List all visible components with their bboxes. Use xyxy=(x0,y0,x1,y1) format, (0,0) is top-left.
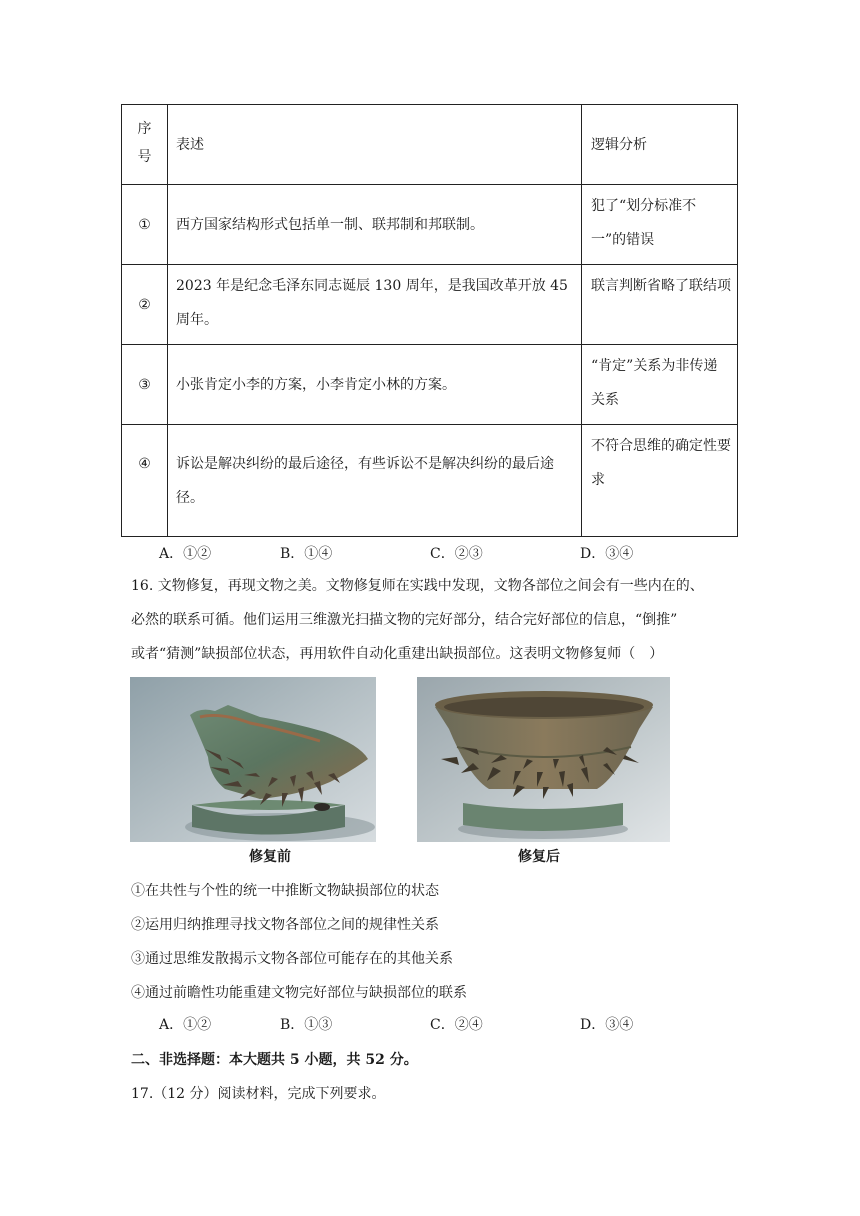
caption-after: 修复后 xyxy=(518,849,560,865)
broken-bronze-vessel-illustration xyxy=(130,677,376,842)
table-row xyxy=(122,345,738,425)
q17-stem: 17.（12 分）阅读材料，完成下列要求。 xyxy=(131,1086,386,1102)
statement-1: ①在共性与个性的统一中推断文物缺损部位的状态 xyxy=(131,883,439,899)
row-num: ① xyxy=(138,216,151,233)
option-b[interactable]: B．①③ xyxy=(280,1017,333,1033)
table-row xyxy=(122,425,738,537)
row-analysis: “肯定”关系为非传递关系 xyxy=(591,358,718,408)
table-row xyxy=(122,185,738,265)
header-num: 序号 xyxy=(137,121,152,165)
row-desc: 西方国家结构形式包括单一制、联邦制和邦联制。 xyxy=(176,216,484,233)
caption-before: 修复前 xyxy=(249,849,291,865)
section-heading: 二、非选择题：本大题共 5 小题，共 52 分。 xyxy=(131,1052,418,1068)
logic-table xyxy=(121,104,738,537)
option-a[interactable]: A．①② xyxy=(159,546,212,562)
row-num: ③ xyxy=(138,376,151,393)
table-row xyxy=(122,265,738,345)
statement-3: ③通过思维发散揭示文物各部位可能存在的其他关系 xyxy=(131,951,453,967)
row-desc: 2023 年是纪念毛泽东同志诞辰 130 周年，是我国改革开放 45 周年。 xyxy=(176,278,568,328)
row-num: ② xyxy=(138,296,151,313)
q16-stem-line: 或者“猜测”缺损部位状态，再用软件自动化重建出缺损部位。这表明文物修复师（ ） xyxy=(131,646,664,662)
option-d[interactable]: D．③④ xyxy=(580,546,634,562)
header-desc: 表述 xyxy=(176,136,204,153)
table-header-row xyxy=(122,105,738,185)
q16-stem-line: 必然的联系可循。他们运用三维激光扫描文物的完好部分，结合完好部位的信息，“倒推” xyxy=(131,612,678,628)
statement-4: ④通过前瞻性功能重建文物完好部位与缺损部位的联系 xyxy=(131,985,467,1001)
header-analysis: 逻辑分析 xyxy=(591,136,647,153)
q16-stem-line: 16. 文物修复，再现文物之美。文物修复师在实践中发现，文物各部位之间会有一些内在的、 xyxy=(131,578,704,594)
row-desc: 小张肯定小李的方案，小李肯定小林的方案。 xyxy=(176,376,456,393)
option-c[interactable]: C．②④ xyxy=(430,1017,483,1033)
row-desc: 诉讼是解决纠纷的最后途径，有些诉讼不是解决纠纷的最后途径。 xyxy=(176,456,554,506)
row-analysis: 不符合思维的确定性要求 xyxy=(591,438,731,488)
row-analysis: 联言判断省略了联结项 xyxy=(591,278,731,294)
option-a[interactable]: A．①② xyxy=(159,1017,212,1033)
option-d[interactable]: D．③④ xyxy=(580,1017,634,1033)
row-analysis: 犯了“划分标准不一”的错误 xyxy=(591,198,697,248)
artifact-after-image xyxy=(417,677,670,842)
option-c[interactable]: C．②③ xyxy=(430,546,483,562)
restored-bronze-vessel-illustration xyxy=(417,677,670,842)
artifact-before-image xyxy=(130,677,376,842)
row-num: ④ xyxy=(138,456,151,472)
option-b[interactable]: B．①④ xyxy=(280,546,333,562)
statement-2: ②运用归纳推理寻找文物各部位之间的规律性关系 xyxy=(131,917,439,933)
